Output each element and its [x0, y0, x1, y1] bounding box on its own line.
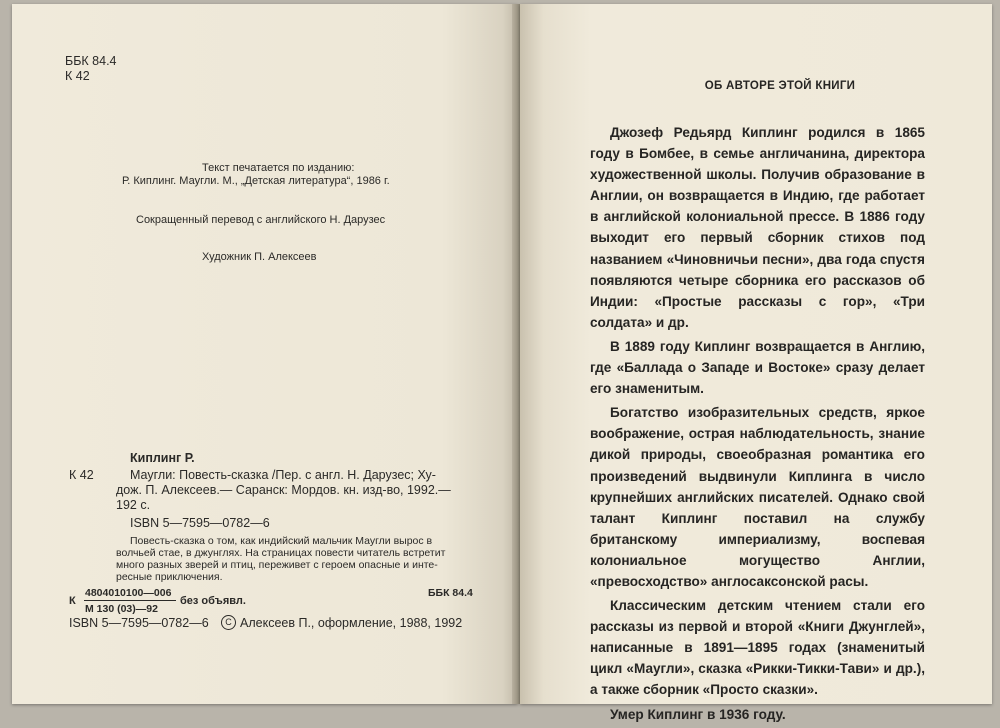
card-bbk: ББК 84.4: [428, 587, 473, 599]
annotation-line-3: много разных зверей и птиц, переживет с героем опасные и инте-: [116, 559, 438, 571]
card-line-3: 192 с.: [116, 498, 151, 512]
bio-paragraph-1: Джозеф Редьярд Киплинг родился в 1865 году в Бомбее, в семье англичанина, директора художественной школы. Получив образование в Англии, он возвращается в Индию, где работает в английской колониальной прессе. В 1886 году выходит его первый сборник стихов под названием «Чиновничьи песни», два года спустя появляются четыре сборника его рассказов об Индии: «Простые рассказы с гор», «Три солдата» и др.: [590, 125, 925, 330]
author-mark: К 42: [65, 69, 90, 83]
code-letter: К: [69, 595, 76, 607]
copyright-symbol: C: [225, 617, 232, 627]
source-line-1: Текст печатается по изданию:: [202, 162, 355, 174]
card-line-1: Маугли: Повесть-сказка /Пер. с англ. Н. Дарузес; Ху-: [130, 468, 436, 482]
annotation-line-1: Повесть-сказка о том, как индийский мальчик Маугли вырос в: [130, 535, 433, 547]
copyright-line: Алексеев П., оформление, 1988, 1992: [240, 616, 463, 630]
no-advert: без объявл.: [180, 595, 246, 607]
isbn-bottom: ISBN 5—7595—0782—6: [69, 616, 209, 630]
source-line-2: Р. Киплинг. Маугли. М., „Детская литература“, 1986 г.: [122, 175, 390, 187]
code-top: 4804010100—006: [85, 587, 172, 599]
bio-paragraph-5: Умер Киплинг в 1936 году.: [610, 706, 786, 722]
bbk-index: ББК 84.4: [65, 54, 117, 68]
left-page: [12, 4, 518, 704]
translation-credit: Сокращенный перевод с английского Н. Дарузес: [136, 214, 386, 226]
right-page: [520, 4, 992, 722]
book-spread: [12, 4, 992, 722]
card-author: Киплинг Р.: [130, 451, 195, 465]
card-line-2: дож. П. Алексеев.— Саранск: Мордов. кн. изд-во, 1992.—: [116, 483, 451, 497]
bio-paragraph-2: В 1889 году Киплинг возвращается в Англию, где «Баллада о Западе и Востоке» сразу делает его знаменитым.: [590, 338, 925, 397]
bio-paragraph-3: Богатство изобразительных средств, яркое воображение, острая наблюдательность, знание дикой природы, своеобразная романтика его произведений выдвинули Киплинга в число крупнейших английских писателей. Однако свой талант Киплинг поставил на службу британскому империализму, воспевая колониальное могущество Англии, «превосходство» англосаксонской расы.: [590, 405, 925, 589]
copyright-icon: [221, 615, 236, 630]
annotation-line-4: ресные приключения.: [116, 571, 223, 583]
annotation-line-2: волчьей стае, в джунглях. На страницах повести читатель встретит: [116, 547, 446, 559]
page-title: ОБ АВТОРЕ ЭТОЙ КНИГИ: [704, 80, 856, 92]
author-biography: [590, 122, 925, 728]
code-divider: [84, 600, 176, 601]
artist-credit: Художник П. Алексеев: [202, 251, 317, 263]
bio-paragraph-4: Классическим детским чтением стали его рассказы из первой и второй «Книги Джунглей», написанные в 1891—1895 годах (знаменитый цикл «Маугли», сказка «Рикки-Тикки-Тави» и др.), а также сборник «Просто сказки».: [590, 598, 925, 698]
card-isbn: ISBN 5—7595—0782—6: [130, 516, 270, 530]
code-bottom: М 130 (03)—92: [85, 603, 158, 615]
card-author-mark: К 42: [69, 468, 94, 482]
